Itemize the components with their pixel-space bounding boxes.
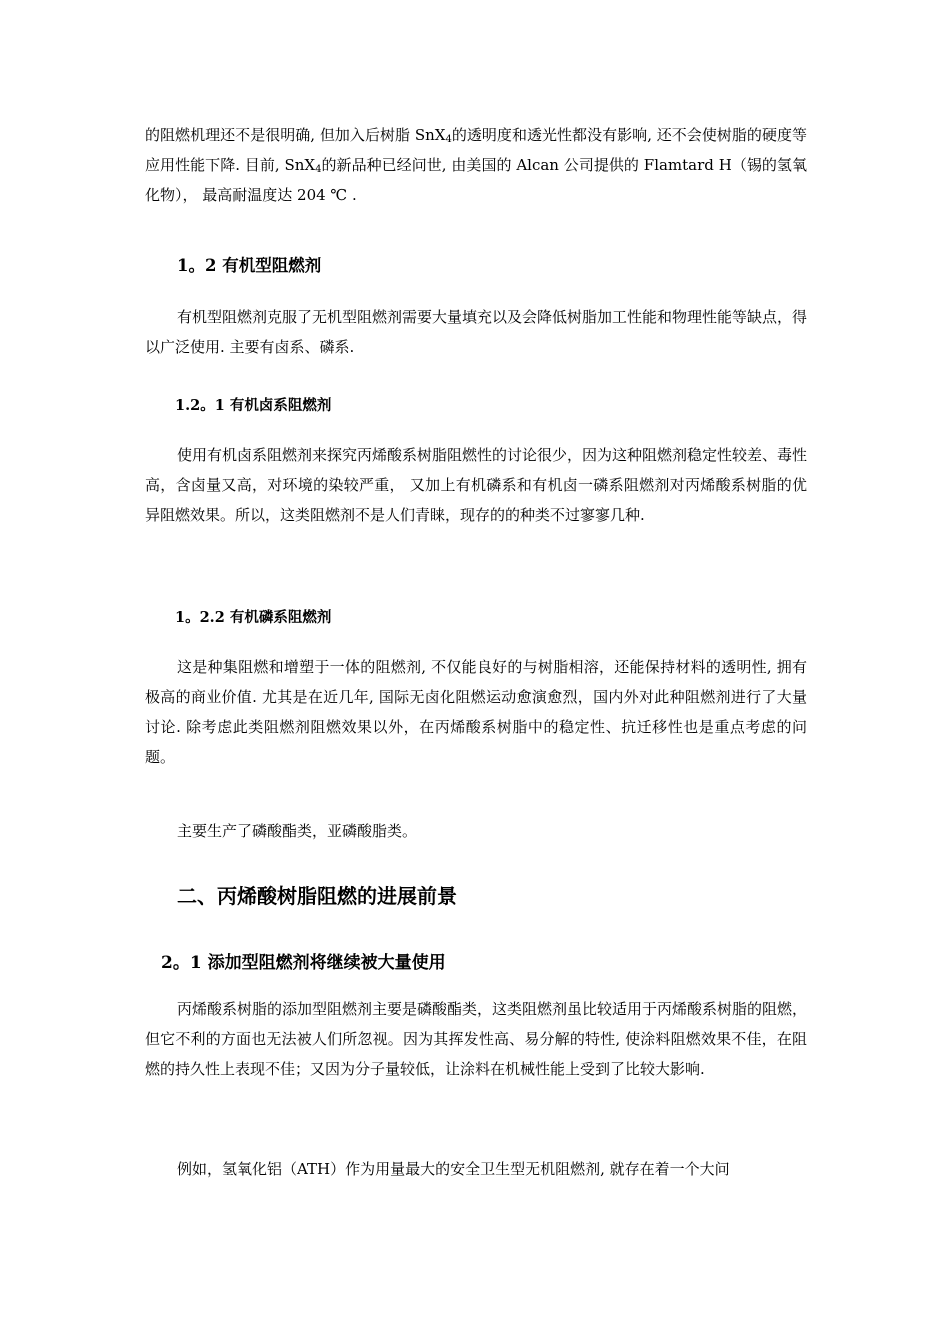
text-run: 的阻燃机理还不是很明确, 但加入后树脂 SnX — [145, 126, 446, 144]
paragraph-additive-retardants: 丙烯酸系树脂的添加型阻燃剂主要是磷酸酯类，这类阻燃剂虽比较适用于丙烯酸系树脂的阻燃，但它不利的方面也无法被人们所忽视。因为其挥发性高、易分解的特性, 使涂料阻燃效果不佳，在阻燃的持久性上表现不佳；又因为分子量较低，让涂料在机械性能上受到了比较大影响. — [145, 1000, 808, 1078]
paragraph-phosphorus-retardants: 这是种集阻燃和增塑于一体的阻燃剂, 不仅能良好的与树脂相溶，还能保持材料的透明性, 拥有极高的商业价值. 尤其是在近几年, 国际无卤化阻燃运动愈演愈烈，国内外对此种阻燃剂进行了大量讨论. 除考虑此类阻燃剂阻燃效果以外，在丙烯酸系树脂中的稳定性、抗迁移性也是重点考虑的问题。 — [145, 658, 807, 766]
text-run: 的透明度和透光性都没有影响, 还不会使树脂的硬度等应用性能下降. 目前, SnX — [145, 126, 807, 174]
heading-1-2-2: 1。2.2 有机磷系阻燃剂 — [175, 609, 332, 626]
paragraph-halogen-retardants: 使用有机卤系阻燃剂来探究丙烯酸系树脂阻燃性的讨论很少，因为这种阻燃剂稳定性较差、毒性高，含卤量又高，对环境的染较严重， 又加上有机磷系和有机卤一磷系阻燃剂对丙烯酸系树脂的优异阻燃效果。所以，这类阻燃剂不是人们青睐，现存的的种类不过寥寥几种. — [145, 446, 808, 524]
subscript: 4 — [315, 164, 322, 175]
heading-section-two: 二、丙烯酸树脂阻燃的进展前景 — [177, 884, 457, 908]
heading-1-2-1: 1.2。1 有机卤系阻燃剂 — [175, 397, 332, 414]
paragraph-ath-example: 例如，氢氧化铝（ATH）作为用量最大的安全卫生型无机阻燃剂, 就存在着一个大问 — [177, 1160, 730, 1178]
text-run: 的新品种已经问世, 由美国的 Alcan 公司提供的 Flamtard H（锡的氢氧化物）， 最高耐温度达 204 ℃ . — [145, 156, 807, 204]
subscript: 4 — [445, 134, 452, 145]
paragraph-sn-x4 — [145, 120, 807, 210]
heading-2-1: 2。1 添加型阻燃剂将继续被大量使用 — [161, 953, 446, 973]
paragraph-organic-flame-retardants: 有机型阻燃剂克服了无机型阻燃剂需要大量填充以及会降低树脂加工性能和物理性能等缺点，得以广泛使用. 主要有卤系、磷系. — [145, 308, 808, 356]
heading-1-2: 1。2 有机型阻燃剂 — [177, 256, 322, 275]
paragraph-main-products: 主要生产了磷酸酯类，亚磷酸脂类。 — [177, 822, 418, 840]
